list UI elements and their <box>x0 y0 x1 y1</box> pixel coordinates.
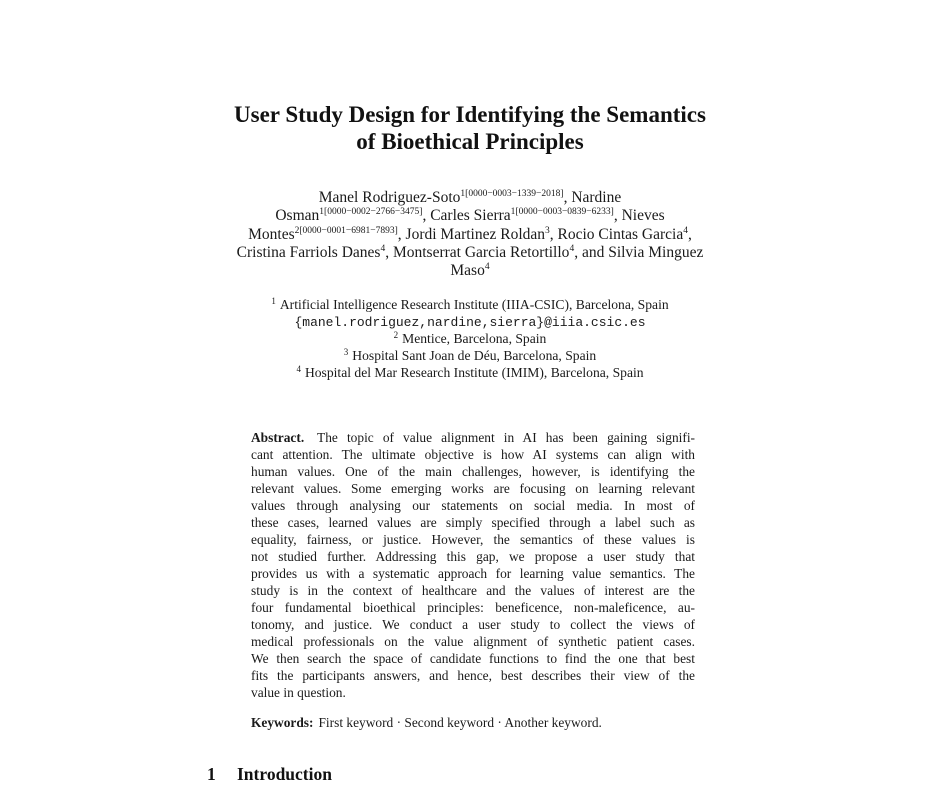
section-heading-introduction <box>207 764 332 785</box>
author-line-1 <box>0 189 940 207</box>
email-address[interactable]: {manel.rodriguez,nardine,sierra}@iiia.csic.es <box>294 315 646 330</box>
author-line-3 <box>0 226 940 244</box>
keywords <box>251 715 602 731</box>
keywords-label: Keywords: <box>251 715 314 730</box>
affiliation-number: 1 <box>271 296 276 306</box>
author-name: , Nardine <box>563 189 622 206</box>
affiliation-number: 3 <box>343 347 349 357</box>
author-affil: 4 <box>484 262 490 272</box>
abstract-line: We then search the space of candidate functions to find the one that best <box>251 651 695 666</box>
affiliation-4 <box>0 365 940 381</box>
affiliation-text: Mentice, Barcelona, Spain <box>402 331 547 346</box>
author-line-4 <box>0 244 940 262</box>
author-affil: 4 <box>569 244 575 254</box>
author-affil-orcid: 1[0000−0003−1339−2018] <box>460 189 564 199</box>
section-title: Introduction <box>237 764 332 784</box>
author-affil-orcid: 2[0000−0001−6981−7893] <box>294 226 398 236</box>
affiliation-text: Hospital del Mar Research Institute (IMIM), Barcelona, Spain <box>304 365 644 380</box>
abstract-line: human values. One of the main challenges, however, is identifying the <box>251 464 695 479</box>
abstract-line: study is in the context of healthcare and the values of interest are the <box>251 583 695 598</box>
affiliation-email <box>0 314 940 330</box>
author-affil: 4 <box>380 244 386 254</box>
abstract-line: cant attention. The ultimate objective is how AI systems can align with <box>251 447 695 462</box>
affiliation-text: Artificial Intelligence Research Institute (IIIA-CSIC), Barcelona, Spain <box>279 297 669 312</box>
author-affil-orcid: 1[0000−0002−2766−3475] <box>319 207 423 217</box>
author-name: , Carles Sierra <box>422 207 511 224</box>
author-affil: 4 <box>683 226 688 236</box>
affiliation-text: Hospital Sant Joan de Déu, Barcelona, Spain <box>352 348 597 363</box>
author-name: Manel Rodriguez-Soto <box>318 189 461 206</box>
abstract <box>251 429 695 701</box>
abstract-line: values through analysing our statements on social media. In most of <box>251 498 695 513</box>
abstract-line: four fundamental bioethical principles: beneficence, non-maleficence, au- <box>251 600 695 615</box>
author-name: Cristina Farriols Danes <box>236 244 381 261</box>
author-separator: , <box>687 226 692 243</box>
author-name: , Rocio Cintas Garcia <box>549 226 684 243</box>
abstract-line: relevant values. Some emerging works are focusing on learning relevant <box>251 481 695 496</box>
abstract-line: fits the participants answers, and hence, best describes their view of the <box>251 668 695 683</box>
author-name: , and Silvia Minguez <box>574 244 704 261</box>
affiliation-number: 4 <box>296 364 301 374</box>
author-affil-orcid: 1[0000−0003−0839−6233] <box>510 207 614 217</box>
section-number: 1 <box>207 764 216 784</box>
title-line-2: of Bioethical Principles <box>356 129 584 154</box>
abstract-line: value in question. <box>251 685 346 700</box>
author-name: Montes <box>248 226 295 243</box>
title-line-1: User Study Design for Identifying the Semantics <box>234 102 706 127</box>
affiliation-3 <box>0 348 940 364</box>
abstract-line: provides us with a systematic approach for learning value semantics. The <box>251 566 695 581</box>
keywords-text: First keyword · Second keyword · Another keyword. <box>318 715 602 730</box>
author-name: Maso <box>450 262 485 279</box>
affiliation-1 <box>0 297 940 313</box>
author-name: , Jordi Martinez Roldan <box>397 226 546 243</box>
abstract-line: these cases, learned values are simply specified through a label such as <box>251 515 695 530</box>
abstract-label: Abstract. <box>251 430 305 445</box>
abstract-text: The topic of value alignment in AI has been gaining signifi- <box>317 430 695 445</box>
affiliation-number: 2 <box>393 330 399 340</box>
author-line-5 <box>0 262 940 280</box>
abstract-line: not studied further. Addressing this gap, we propose a user study that <box>251 549 695 564</box>
abstract-line <box>251 429 695 446</box>
affiliation-2 <box>0 331 940 347</box>
author-name: , Montserrat Garcia Retortillo <box>385 244 570 261</box>
abstract-line: medical professionals on the value alignment of synthetic patient cases. <box>251 634 695 649</box>
author-name: Osman <box>275 207 320 224</box>
abstract-line: equality, fairness, or justice. However, the semantics of these values is <box>251 532 695 547</box>
author-name: , Nieves <box>613 207 665 224</box>
abstract-line: tonomy, and justice. We conduct a user study to collect the views of <box>251 617 695 632</box>
author-affil: 3 <box>545 226 550 236</box>
author-line-2 <box>0 207 940 225</box>
